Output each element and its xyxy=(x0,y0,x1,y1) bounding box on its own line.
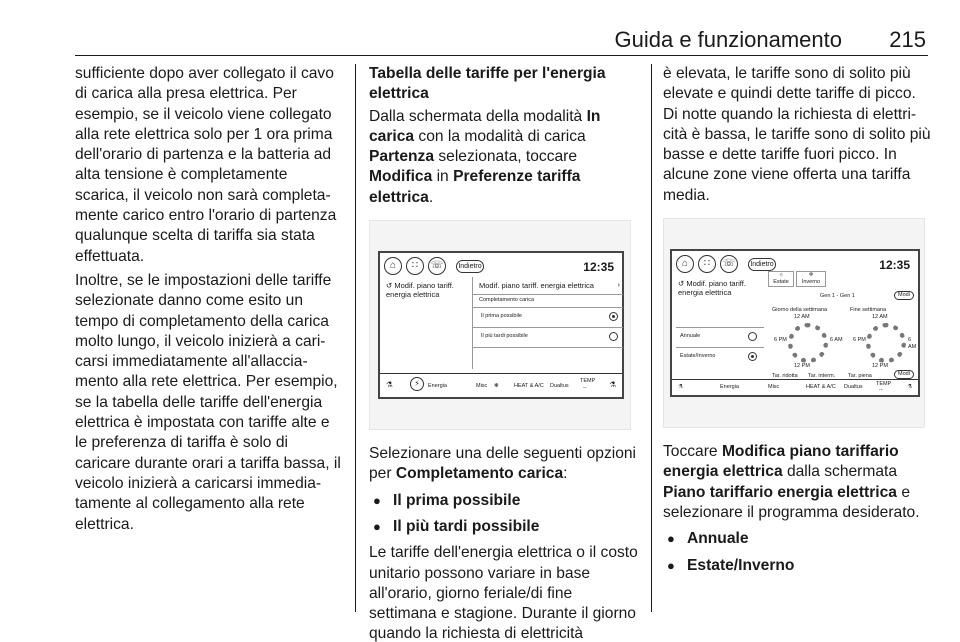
page-header xyxy=(0,0,960,56)
legend-item: Tar. piena xyxy=(848,373,872,380)
energy-icon[interactable]: ⚡ xyxy=(410,377,424,391)
option-radio-selected[interactable] xyxy=(748,352,757,361)
option-radio[interactable] xyxy=(748,332,757,341)
dual-label[interactable]: Dualtus xyxy=(550,383,569,390)
paragraph: Le tariffe dell'energia elettrica o il costo unitario possono variare in base all'orario, giorno feriale/di fine settimana e stagione. Durante il giorno quando la richiesta di elettricità xyxy=(369,544,638,642)
option-label[interactable]: Annuale xyxy=(680,333,701,340)
fan-icon[interactable]: ❋ xyxy=(494,383,499,390)
back-pill[interactable]: Indietro xyxy=(456,260,484,273)
list-item: ● Annuale xyxy=(663,529,933,549)
dial-bottom-label: 12 PM xyxy=(794,363,810,370)
hvac-label[interactable]: HEAT & A/C xyxy=(514,383,544,390)
paragraph: sufficiente dopo aver collegato il cavo di carica alla presa elettrica. Per esempio, se il veicolo viene collegato alla rete elettrica solo per 1 ora prima dell'orario di partenza e la batteria ad alta tensione è completamente scarica, il veicolo non sarà completamente carico entro l'orario di partenza qualunque scelta di tariffa sia stata effettuata. xyxy=(75,65,337,265)
tab-winter[interactable]: ❄ Inverno xyxy=(796,271,826,287)
dial-right-label: 6 AM xyxy=(908,337,917,351)
back-icon: ↺ xyxy=(386,281,393,291)
option-label[interactable]: Il più tardi possibile xyxy=(481,333,528,340)
paragraph: Inoltre, se le impostazioni delle tariffe selezionate danno come esito un tempo di completamento della carica molto lungo, il veicolo inizierà a caricarsi immediatamente all'allacciamento alla rete elettrica. Per esempio, se la tabella delle tariffe dell'energia elettrica è impostata con tariffe alte e le preferenza di tariffa è solo di caricare durante orari a tariffa bassa, il veicolo inizierà a caricarsi immediatamente al collegamento alla rete elettrica. xyxy=(75,271,341,533)
seat-heat-icon[interactable]: ⚗ xyxy=(609,380,616,390)
column-middle xyxy=(369,64,640,642)
paragraph: Selezionare una delle seguenti opzioni per Completamento carica: xyxy=(369,445,637,483)
list-item: ● Estate/Inverno xyxy=(663,556,933,576)
back-pill[interactable]: Indietro xyxy=(748,258,776,271)
column-right xyxy=(663,64,933,582)
phone-icon[interactable]: ☏ xyxy=(428,257,446,275)
options-panel xyxy=(472,277,624,369)
chevron-right-icon[interactable]: › xyxy=(617,280,620,290)
energy-label[interactable]: Energia xyxy=(428,383,447,390)
column-left xyxy=(75,64,345,537)
list-item: ● Il prima possibile xyxy=(369,491,640,511)
weekend-label: Fine settimana xyxy=(850,307,887,314)
home-icon[interactable]: ⌂ xyxy=(384,257,402,275)
temp-value: -- xyxy=(583,385,587,392)
screenshot-tariff-completion xyxy=(369,220,631,430)
edit-button[interactable]: Modi xyxy=(894,291,914,300)
section-label: Completamento carica xyxy=(479,297,535,304)
legend-item: Tar. interm. xyxy=(808,373,836,380)
apps-icon[interactable]: ∷ xyxy=(698,255,716,273)
bottom-bar xyxy=(672,379,918,395)
misc-label[interactable]: Misc xyxy=(768,384,780,391)
home-icon[interactable]: ⌂ xyxy=(676,255,694,273)
weekend-dial[interactable] xyxy=(866,323,906,363)
dial-left-label: 6 PM xyxy=(774,337,787,344)
list-item: ● Il più tardi possibile xyxy=(369,517,640,537)
misc-label[interactable]: Misc xyxy=(476,383,488,390)
screenshot-tariff-plan xyxy=(663,218,925,428)
display-frame xyxy=(670,249,920,397)
paragraph: Dalla schermata della modalità In carica con la modalità di carica Partenza selezionata, toccare Modifica in Preferenze tariffa elettrica. xyxy=(369,107,601,206)
weekday-label: Giorno della settimana xyxy=(772,307,828,314)
dial-top-label: 12 AM xyxy=(872,314,888,321)
dial-bottom-label: 12 PM xyxy=(872,363,888,370)
seat-icon[interactable]: ⚗ xyxy=(678,384,683,391)
hvac-label[interactable]: HEAT & A/C xyxy=(806,384,836,391)
weekday-dial[interactable] xyxy=(788,323,828,363)
option-radio-selected[interactable] xyxy=(609,312,618,321)
header-rule xyxy=(75,55,928,56)
back-label[interactable]: ↺ Modif. piano tariff. energia elettrica xyxy=(386,281,454,300)
clock: 12:35 xyxy=(879,258,910,273)
temp-label: TEMP xyxy=(876,381,892,388)
section-title: Guida e funzionamento xyxy=(614,27,842,52)
column-divider xyxy=(651,64,652,612)
option-label[interactable]: Estate/Inverno xyxy=(680,353,716,360)
sun-icon: ☼ xyxy=(778,272,784,279)
panel-title: Modif. piano tariff. energia elettrica xyxy=(479,281,594,291)
temp-label: TEMP xyxy=(580,378,596,385)
seat-heat-icon[interactable]: ⚗ xyxy=(907,384,912,391)
dial-left-label: 6 PM xyxy=(853,337,866,344)
apps-icon[interactable]: ∷ xyxy=(406,257,424,275)
option-label[interactable]: Il prima possibile xyxy=(481,313,522,320)
paragraph: è elevata, le tariffe sono di solito più elevate e quindi dette tariffe di picco. Di notte quando la richiesta di elettricità è bassa, le tariffe sono di solito più basse e dette tariffe fuori picco. In alcune zone viene offerta una tariffa media. xyxy=(663,65,931,204)
bottom-bar xyxy=(380,373,622,397)
option-radio[interactable] xyxy=(609,332,618,341)
edit-button[interactable]: Modi xyxy=(894,370,914,379)
option-list xyxy=(663,529,933,576)
date-range: Gen 1 - Gen 1 xyxy=(820,293,855,300)
energy-label[interactable]: Energia xyxy=(720,384,739,391)
paragraph: Toccare Modifica piano tariffario energia elettrica dalla schermata Piano tariffario energia elettrica e selezionare il programma desiderato. xyxy=(663,443,920,521)
clock: 12:35 xyxy=(583,260,614,275)
temp-value: -- xyxy=(879,387,883,394)
dial-right-label: 6 AM xyxy=(830,337,843,344)
dual-label[interactable]: Dualtus xyxy=(844,384,863,391)
back-label[interactable]: ↺ Modif. piano tariff. energia elettrica xyxy=(678,279,746,298)
section-heading: Tabella delle tariffe per l'energia elettrica xyxy=(369,65,606,103)
phone-icon[interactable]: ☏ xyxy=(720,255,738,273)
tab-summer[interactable]: ☼ Estate xyxy=(768,271,794,287)
column-divider xyxy=(355,64,356,612)
legend-item: Tar. ridotta xyxy=(772,373,798,380)
seat-icon[interactable]: ⚗ xyxy=(386,380,393,390)
dial-top-label: 12 AM xyxy=(794,314,810,321)
option-list xyxy=(369,491,640,538)
snowflake-icon: ❄ xyxy=(808,272,814,279)
display-frame xyxy=(378,251,624,399)
page-number: 215 xyxy=(889,27,926,52)
back-icon: ↺ xyxy=(678,279,685,289)
